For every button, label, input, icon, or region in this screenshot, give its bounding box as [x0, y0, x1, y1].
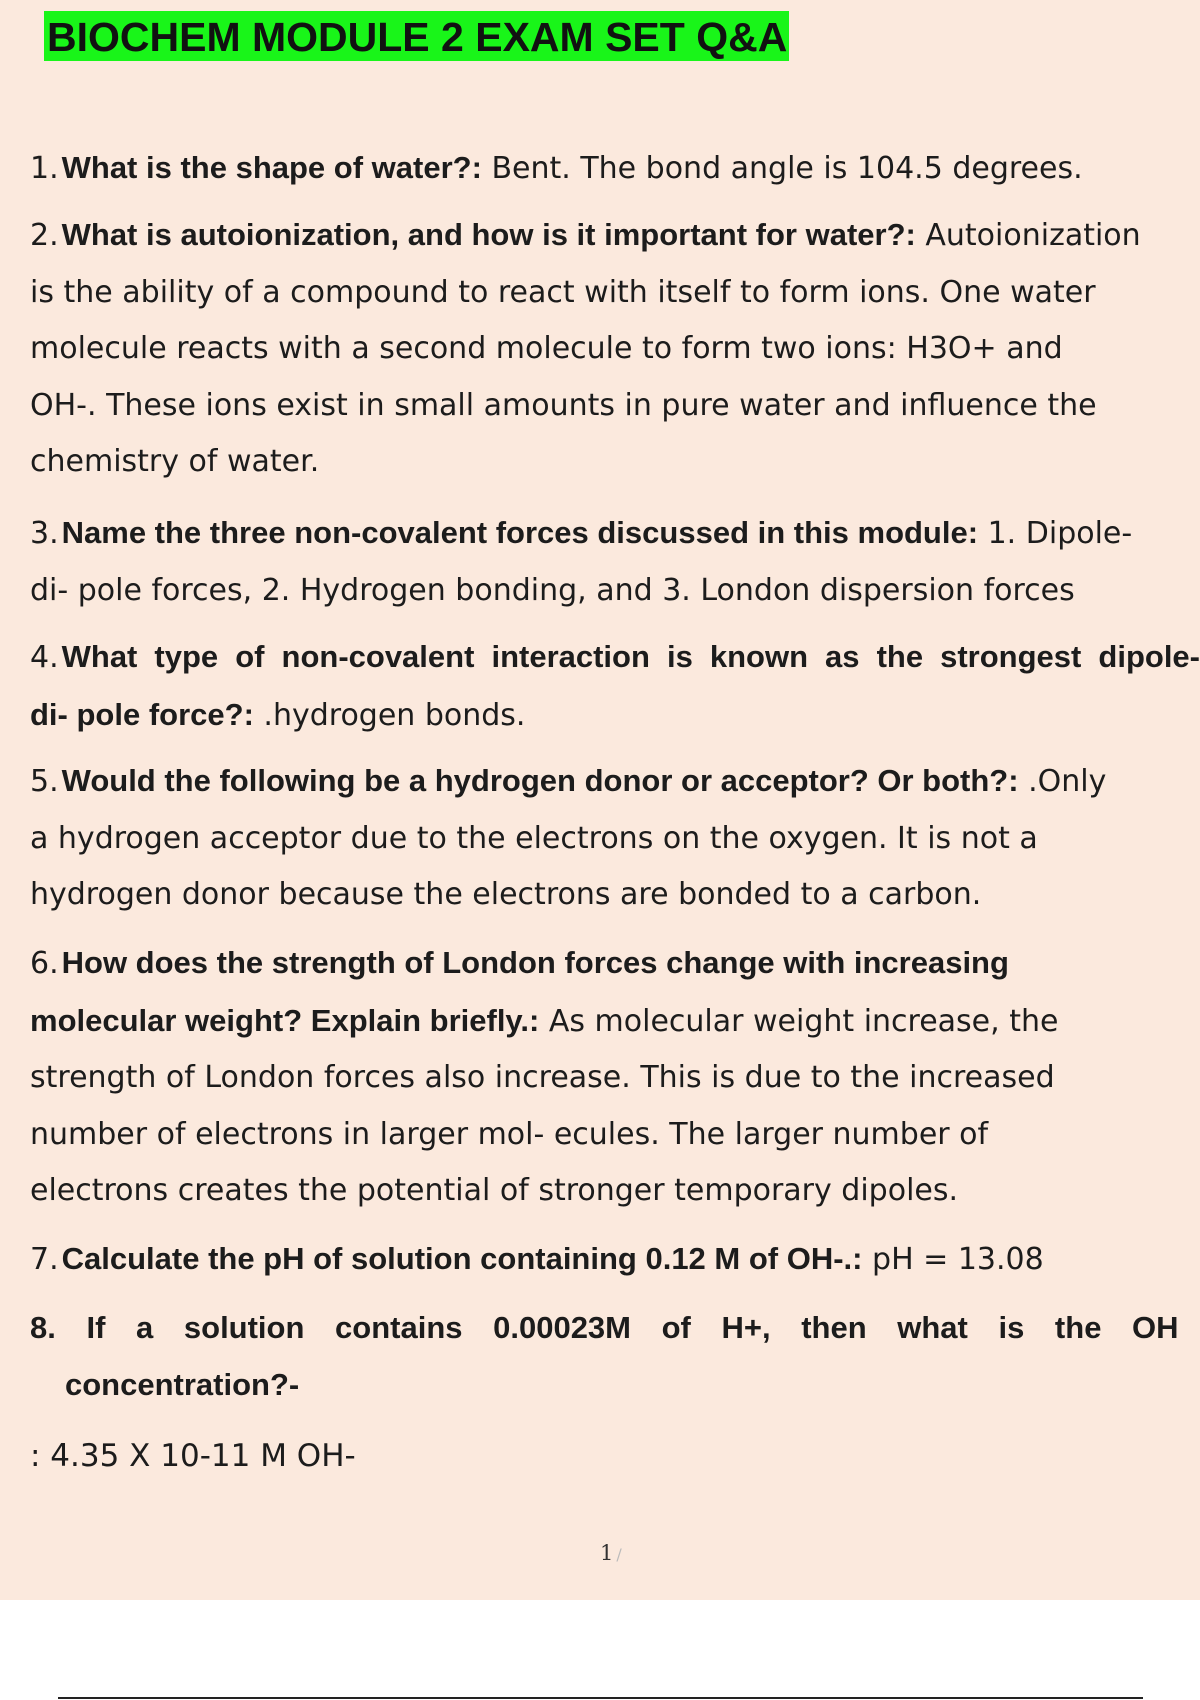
item-number: 3. [30, 516, 59, 551]
answer-text: Autoionization [915, 218, 1141, 253]
answer-text: 1. Dipole- [978, 516, 1133, 551]
answer-line: OH-. These ions exist in small amounts in pure water and influence the [30, 387, 1097, 423]
answer-text: As molecular weight increase, the [539, 1003, 1059, 1039]
answer-line: strength of London forces also increase. This is due to the increased [30, 1060, 1055, 1095]
qa-item-4 [30, 629, 1200, 744]
answer-text: pH = 13.08 [862, 1242, 1044, 1277]
answer-line: chemistry of water. [30, 444, 320, 479]
document-title: BIOCHEM MODULE 2 EXAM SET Q&A [44, 11, 789, 61]
answer-line: di- pole forces, 2. Hydrogen bonding, and 3. London dispersion forces [30, 572, 1075, 608]
question-text: What type of non-covalent interaction is known as the strongest dipole- [61, 639, 1200, 674]
answer-text: .hydrogen bonds. [253, 697, 526, 733]
question-text: Calculate the pH of solution containing 0.12 M of OH-.: [61, 1241, 863, 1276]
next-page-divider [58, 1697, 1143, 1699]
page-number-value: 1 [600, 1541, 614, 1565]
answer-line: electrons creates the potential of stronger temporary dipoles. [30, 1173, 959, 1208]
qa-item-5 [30, 753, 1200, 924]
answer-text: Bent. The bond angle is 104.5 degrees. [481, 151, 1083, 186]
item-number: 7. [30, 1242, 59, 1277]
qa-item-2 [30, 207, 1200, 491]
answer-line: number of electrons in larger mol- ecules. The larger number of [30, 1116, 989, 1152]
page-number [600, 1541, 622, 1565]
answer-text: .Only [1018, 764, 1107, 799]
qa-item-7 [30, 1231, 1200, 1289]
question-text: If a solution contains 0.00023M of H+, then what is the OH [86, 1310, 1179, 1345]
item-number: 4. [30, 640, 59, 675]
answer-text: : 4.35 X 10-11 M OH- [30, 1438, 356, 1474]
qa-item-8 [30, 1300, 1200, 1413]
question-text: What is the shape of water?: [61, 150, 482, 185]
question-text-continued: molecular weight? Explain briefly.: [30, 1002, 540, 1038]
question-text-continued: di- pole force?: [30, 696, 254, 732]
question-text-continued: concentration?- [65, 1366, 300, 1402]
question-text: Would the following be a hydrogen donor or acceptor? Or both?: [61, 763, 1019, 798]
answer-line: is the ability of a compound to react with itself to form ions. One water [30, 274, 1096, 310]
item-number: 5. [30, 764, 59, 799]
item-number: 6. [30, 946, 59, 981]
question-text: Name the three non-covalent forces discussed in this module: [61, 515, 979, 550]
qa-item-6 [30, 935, 1200, 1220]
qa-item-1 [30, 140, 1200, 198]
answer-line: a hydrogen acceptor due to the electrons on the oxygen. It is not a [30, 820, 1038, 856]
answer-line: molecule reacts with a second molecule to form two ions: H3O+ and [30, 331, 1063, 366]
item-number: 2. [30, 218, 59, 253]
question-text: What is autoionization, and how is it important for water?: [61, 217, 916, 252]
qa-item-3 [30, 505, 1200, 619]
answer-line: hydrogen donor because the electrons are bonded to a carbon. [30, 877, 982, 912]
item-number: 1. [30, 151, 59, 186]
page-number-suffix: / [616, 1545, 622, 1564]
item-number: 8. [30, 1310, 56, 1345]
question-text: How does the strength of London forces change with increasing [61, 945, 1009, 980]
